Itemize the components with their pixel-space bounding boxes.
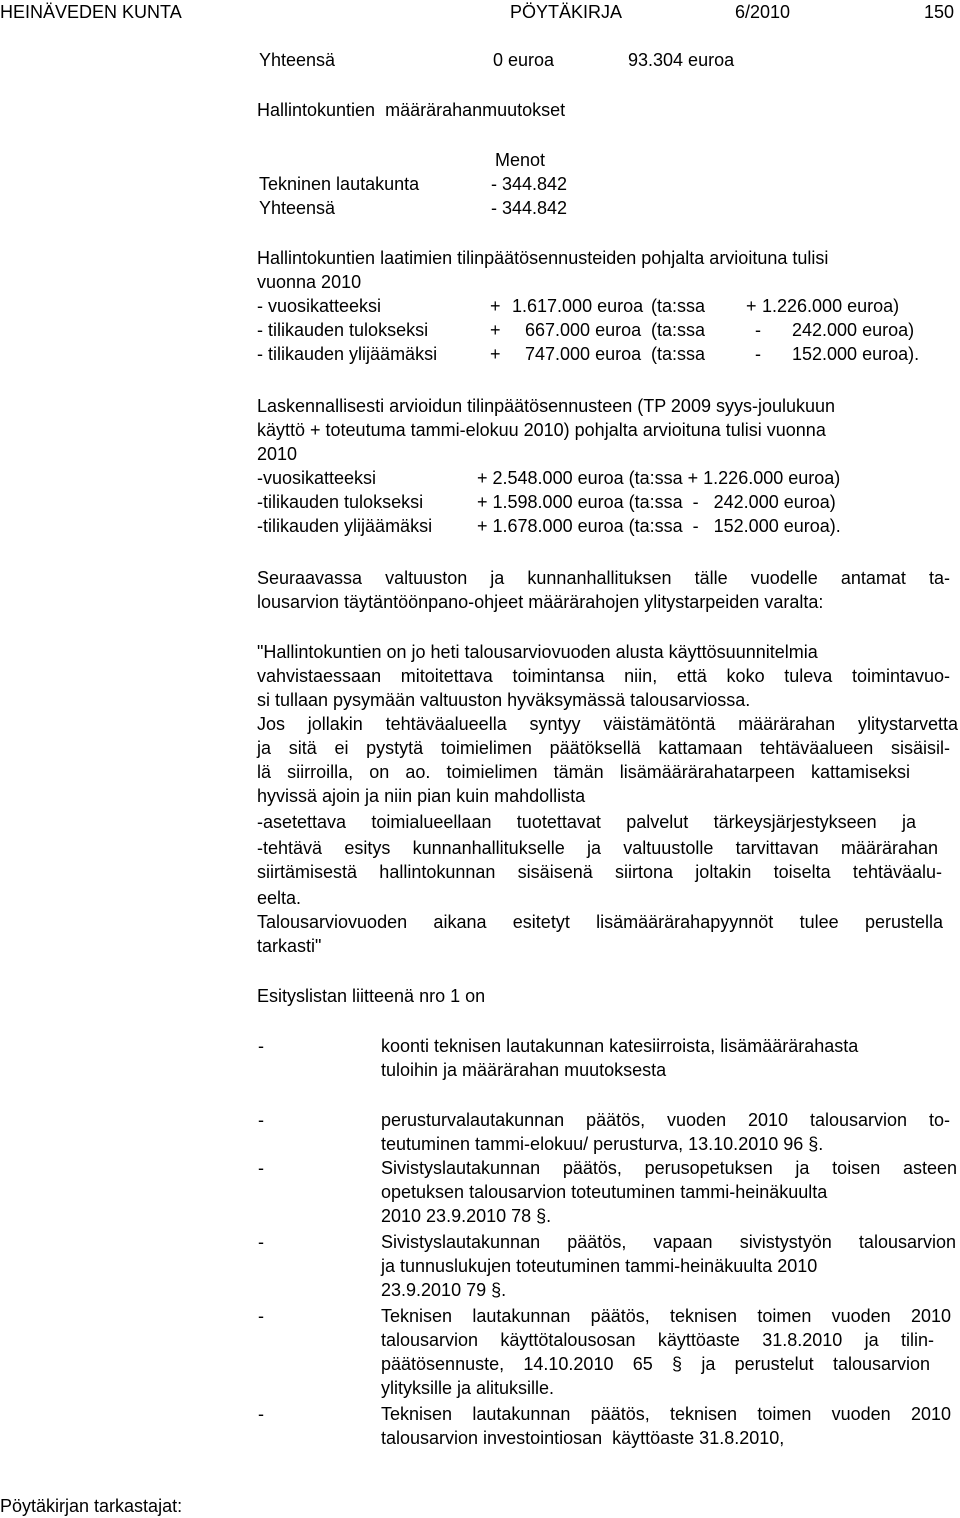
changes-row-label: Yhteensä xyxy=(259,198,336,218)
forecast2-intro-line: käyttö + toteutuma tammi-elokuu 2010) pohjalta arvioituna tulisi vuonna xyxy=(257,420,826,440)
quote-line: siirtämisestä hallintokunnan sisäisenä siirtona joltakin toiselta tehtäväalu- xyxy=(257,862,942,882)
attachment-item-line: Sivistyslautakunnan päätös, vapaan sivistystyön talousarvion xyxy=(381,1232,956,1252)
quote-line: lä siirroilla, on ao. toimielimen tämän lisämäärärahatarpeen kattamiseksi xyxy=(257,762,910,782)
attachment-item-line: teutuminen tammi-elokuu/ perusturva, 13.10.2010 96 §. xyxy=(381,1134,824,1154)
forecast1-row-ref-amount: 152.000 euroa). xyxy=(792,344,920,364)
changes-row-value: - 344.842 xyxy=(491,174,568,194)
forecast1-row-sign: + xyxy=(490,320,501,340)
forecast1-intro-line: Hallintokuntien laatimien tilinpäätösennusteiden pohjalta arvioituna tulisi xyxy=(257,248,829,268)
instructions-intro-line: lousarvion täytäntöönpano-ohjeet määrärahojen ylitystarpeiden varalta: xyxy=(257,592,824,612)
forecast2-row-amount: + 2.548.000 euroa (ta:ssa + 1.226.000 euroa) xyxy=(477,468,841,488)
forecast1-row-label: - tilikauden tulokseksi xyxy=(257,320,429,340)
attachment-item-line: talousarvion käyttötalousosan käyttöaste 31.8.2010 ja tilin- xyxy=(381,1330,934,1350)
changes-row-label: Tekninen lautakunta xyxy=(259,174,420,194)
attachment-item-line: koonti teknisen lautakunnan katesiirroista, lisämäärärahasta xyxy=(381,1036,859,1056)
attachment-item-dash: - xyxy=(258,1232,264,1252)
forecast1-row-ref-sign: - xyxy=(755,344,761,364)
instructions-intro-line: Seuraavassa valtuuston ja kunnanhallituksen tälle vuodelle antamat ta- xyxy=(257,568,950,588)
forecast1-row-ref-sign: - xyxy=(755,320,761,340)
forecast1-intro-line: vuonna 2010 xyxy=(257,272,362,292)
attachment-item-line: perusturvalautakunnan päätös, vuoden 2010 talousarvion to- xyxy=(381,1110,950,1130)
forecast2-row-label: -tilikauden ylijäämäksi xyxy=(257,516,433,536)
forecast1-row-amount: 1.617.000 euroa xyxy=(512,296,644,316)
forecast1-row-ref: (ta:ssa xyxy=(651,296,706,316)
attachment-item-line: Sivistyslautakunnan päätös, perusopetuksen ja toisen asteen xyxy=(381,1158,957,1178)
attachment-item-line: päätösennuste, 14.10.2010 65 § ja perustelut talousarvion xyxy=(381,1354,930,1374)
forecast2-row-label: -tilikauden tulokseksi xyxy=(257,492,424,512)
forecast1-row-ref: (ta:ssa xyxy=(651,344,706,364)
quote-line: Talousarviovuoden aikana esitetyt lisämäärärahapyynnöt tulee perustella xyxy=(257,912,943,932)
totals-col2: 93.304 euroa xyxy=(628,50,735,70)
quote-line: ja sitä ei pystytä toimielimen päätöksellä kattamaan tehtäväalueen sisäisil- xyxy=(257,738,950,758)
forecast1-row-ref-amount: 1.226.000 euroa) xyxy=(762,296,900,316)
totals-label: Yhteensä xyxy=(259,50,336,70)
quote-line: vahvistaessaan mitoitettava toimintansa niin, että koko tuleva toimintavuo- xyxy=(257,666,950,686)
quote-line: "Hallintokuntien on jo heti talousarviovuoden alusta käyttösuunnitelmia xyxy=(257,642,818,662)
forecast2-row-label: -vuosikatteeksi xyxy=(257,468,377,488)
header-doc-type: PÖYTÄKIRJA xyxy=(510,2,623,22)
forecast2-row-amount: + 1.678.000 euroa (ta:ssa - 152.000 euroa). xyxy=(477,516,841,536)
forecast1-row-ref-amount: 242.000 euroa) xyxy=(792,320,915,340)
quote-line: -asetettava toimialueellaan tuotettavat palvelut tärkeysjärjestykseen ja xyxy=(257,812,916,832)
quote-line: hyvissä ajoin ja niin pian kuin mahdollista xyxy=(257,786,586,806)
forecast1-row-ref-sign: + xyxy=(746,296,757,316)
changes-title: Hallintokuntien määrärahanmuutokset xyxy=(257,100,566,120)
attachment-title: Esityslistan liitteenä nro 1 on xyxy=(257,986,486,1006)
totals-col1: 0 euroa xyxy=(493,50,555,70)
attachment-item-line: ylityksille ja alituksille. xyxy=(381,1378,555,1398)
attachment-item-line: ja tunnuslukujen toteutuminen tammi-heinäkuulta 2010 xyxy=(381,1256,818,1276)
attachment-item-dash: - xyxy=(258,1306,264,1326)
attachment-item-line: opetuksen talousarvion toteutuminen tammi-heinäkuulta xyxy=(381,1182,828,1202)
forecast1-row-ref: (ta:ssa xyxy=(651,320,706,340)
quote-line: eelta. xyxy=(257,888,302,908)
forecast1-row-amount: 667.000 euroa xyxy=(525,320,642,340)
changes-row-value: - 344.842 xyxy=(491,198,568,218)
forecast1-row-sign: + xyxy=(490,344,501,364)
changes-column-header: Menot xyxy=(495,150,546,170)
forecast2-row-amount: + 1.598.000 euroa (ta:ssa - 242.000 euroa) xyxy=(477,492,836,512)
attachment-item-dash: - xyxy=(258,1158,264,1178)
attachment-item-line: Teknisen lautakunnan päätös, teknisen toimen vuoden 2010 xyxy=(381,1404,951,1424)
forecast1-row-sign: + xyxy=(490,296,501,316)
quote-line: Jos jollakin tehtäväalueella syntyy väistämätöntä määrärahan ylitystarvetta xyxy=(257,714,958,734)
attachment-item-line: 2010 23.9.2010 78 §. xyxy=(381,1206,552,1226)
quote-line: -tehtävä esitys kunnanhallitukselle ja valtuustolle tarvittavan määrärahan xyxy=(257,838,938,858)
quote-line: tarkasti" xyxy=(257,936,322,956)
header-page-number: 150 xyxy=(924,2,955,22)
quote-line: si tullaan pysymään valtuuston hyväksymässä talousarviossa. xyxy=(257,690,751,710)
forecast1-row-label: - tilikauden ylijäämäksi xyxy=(257,344,438,364)
attachment-item-line: 23.9.2010 79 §. xyxy=(381,1280,507,1300)
attachment-item-line: Teknisen lautakunnan päätös, teknisen toimen vuoden 2010 xyxy=(381,1306,951,1326)
attachment-item-dash: - xyxy=(258,1404,264,1424)
forecast1-row-label: - vuosikatteeksi xyxy=(257,296,382,316)
attachment-item-line: tuloihin ja määrärahan muutoksesta xyxy=(381,1060,667,1080)
attachment-item-dash: - xyxy=(258,1110,264,1130)
forecast2-intro-line: 2010 xyxy=(257,444,298,464)
forecast1-row-amount: 747.000 euroa xyxy=(525,344,642,364)
header-issue: 6/2010 xyxy=(735,2,791,22)
attachment-item-line: talousarvion investointiosan käyttöaste 31.8.2010, xyxy=(381,1428,785,1448)
forecast2-intro-line: Laskennallisesti arvioidun tilinpäätösennusteen (TP 2009 syys-joulukuun xyxy=(257,396,836,416)
footer-label: Pöytäkirjan tarkastajat: xyxy=(0,1496,183,1516)
header-municipality: HEINÄVEDEN KUNTA xyxy=(0,2,182,22)
attachment-item-dash: - xyxy=(258,1036,264,1056)
